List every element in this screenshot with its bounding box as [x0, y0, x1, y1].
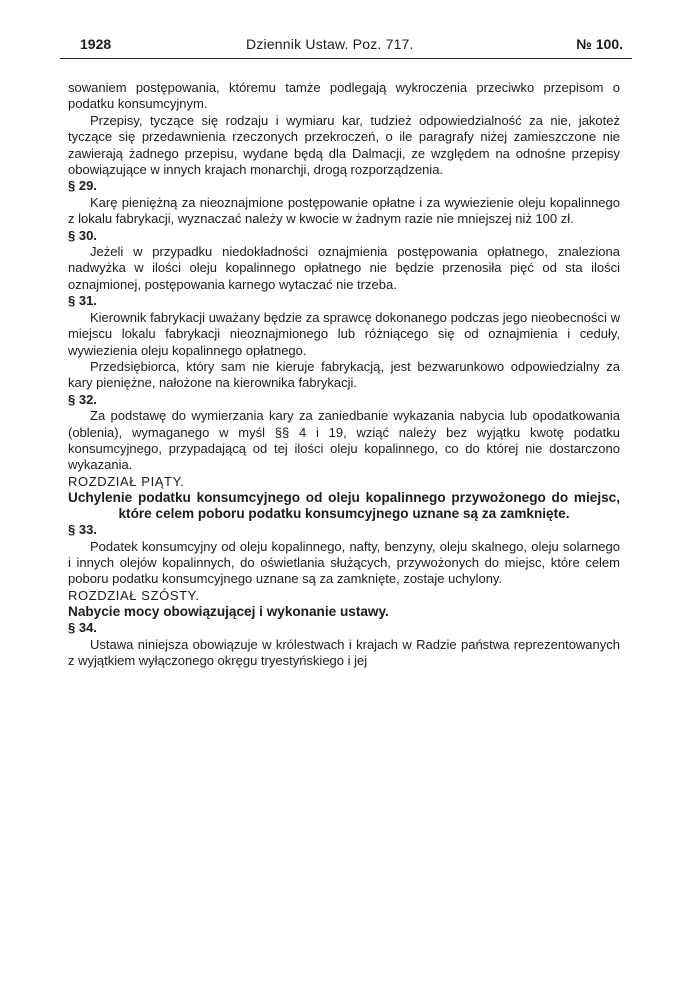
section-30-text: Jeżeli w przypadku niedokładności oznajmienia postępowania opłatnego, znaleziona nadwyżka w ilości oleju kopalinnego opłatnego nie będzie przenosiła pięć od sta ilości oznajmionej, postępowania karnego wytaczać nie trzeba. [68, 244, 620, 292]
chapter-5-title: Uchylenie podatku konsumcyjnego od oleju kopalinnego przywożonego do miejsc, które celem poboru podatku konsumcyjnego uznane są za zamknięte. [68, 490, 620, 522]
header-rule [60, 58, 632, 59]
section-34-heading: § 34. [68, 620, 97, 636]
section-32-text: Za podstawę do wymierzania kary za zaniedbanie wykazania nabycia lub opodatkowania (oblenia), wymaganego w myśl §§ 4 i 19, wziąć należy bez wyjątku kwotę podatku konsumcyjnego, przypadającą od tej ilości oleju kopalinnego, co do której nie dostarczono wykazania. [68, 408, 620, 473]
section-32-heading: § 32. [68, 391, 97, 407]
page-header [58, 34, 633, 54]
section-34-text: Ustawa niniejsza obowiązuje w królestwach i krajach w Radzie państwa reprezentowanych z wyjątkiem wyłączonego okręgu tryestyńskiego i jej [68, 636, 620, 668]
paragraph-continuation: sowaniem postępowania, któremu tamże podlegają wykroczenia przeciwko przepisom o podatku konsumcyjnym. [68, 80, 620, 112]
header-journal: Dziennik Ustaw. Poz. 717. [246, 36, 414, 52]
header-year: 1928 [80, 36, 112, 52]
section-29-heading: § 29. [68, 178, 97, 194]
header-issue-number: № 100. [576, 36, 623, 52]
section-33-text: Podatek konsumcyjny od oleju kopalinnego, nafty, benzyny, oleju skalnego, oleju solarnego i innych olejów kopalinnych, do oświetlania służących, przywożonych do miejsc, które celem poboru podatku konsumcyjnego uznane są za zamknięte, zostaje uchylony. [68, 538, 620, 587]
paragraph-penalties: Przepisy, tyczące się rodzaju i wymiaru kar, tudzież odpowiedzialność za nie, jakoteż tyczące się przedawnienia rzeczonych przekroczeń, o ile paragrafy niżej zamieszczone nie zawierają żadnego przepisu, wydane będą dla Dalmacji, ze względem na odnośne przepisy obowiązujące w innych krajach monarchji, drogą rozporządzenia. [68, 112, 620, 178]
chapter-6-heading: ROZDZIAŁ SZÓSTY. [68, 587, 200, 603]
chapter-5-heading: ROZDZIAŁ PIĄTY. [68, 473, 185, 489]
section-29-text: Karę pieniężną za nieoznajmione postępowanie opłatne i za wywiezienie oleju kopalinnego z lokalu fabrykacji, wyznaczać należy w kwocie w żadnym razie nie mniejszej niż 100 zł. [68, 194, 620, 227]
section-30-heading: § 30. [68, 227, 97, 243]
section-31-heading: § 31. [68, 293, 97, 309]
section-31-text-2: Przedsiębiorca, który sam nie kieruje fabrykacją, jest bezwarunkowo odpowiedzialny za kary pieniężne, nałożone na kierownika fabrykacji. [68, 358, 620, 391]
section-33-heading: § 33. [68, 522, 97, 538]
section-31-text: Kierownik fabrykacji uważany będzie za sprawcę dokonanego podczas jego nieobecności w miejscu lokalu fabrykacji nieoznajmionego lub różniącego się od oznajmienia i ceduły, wywiezienia oleju kopalinnego opłatnego. [68, 309, 620, 358]
page-body [68, 80, 620, 669]
chapter-6-title: Nabycie mocy obowiązującej i wykonanie ustawy. [68, 604, 389, 620]
